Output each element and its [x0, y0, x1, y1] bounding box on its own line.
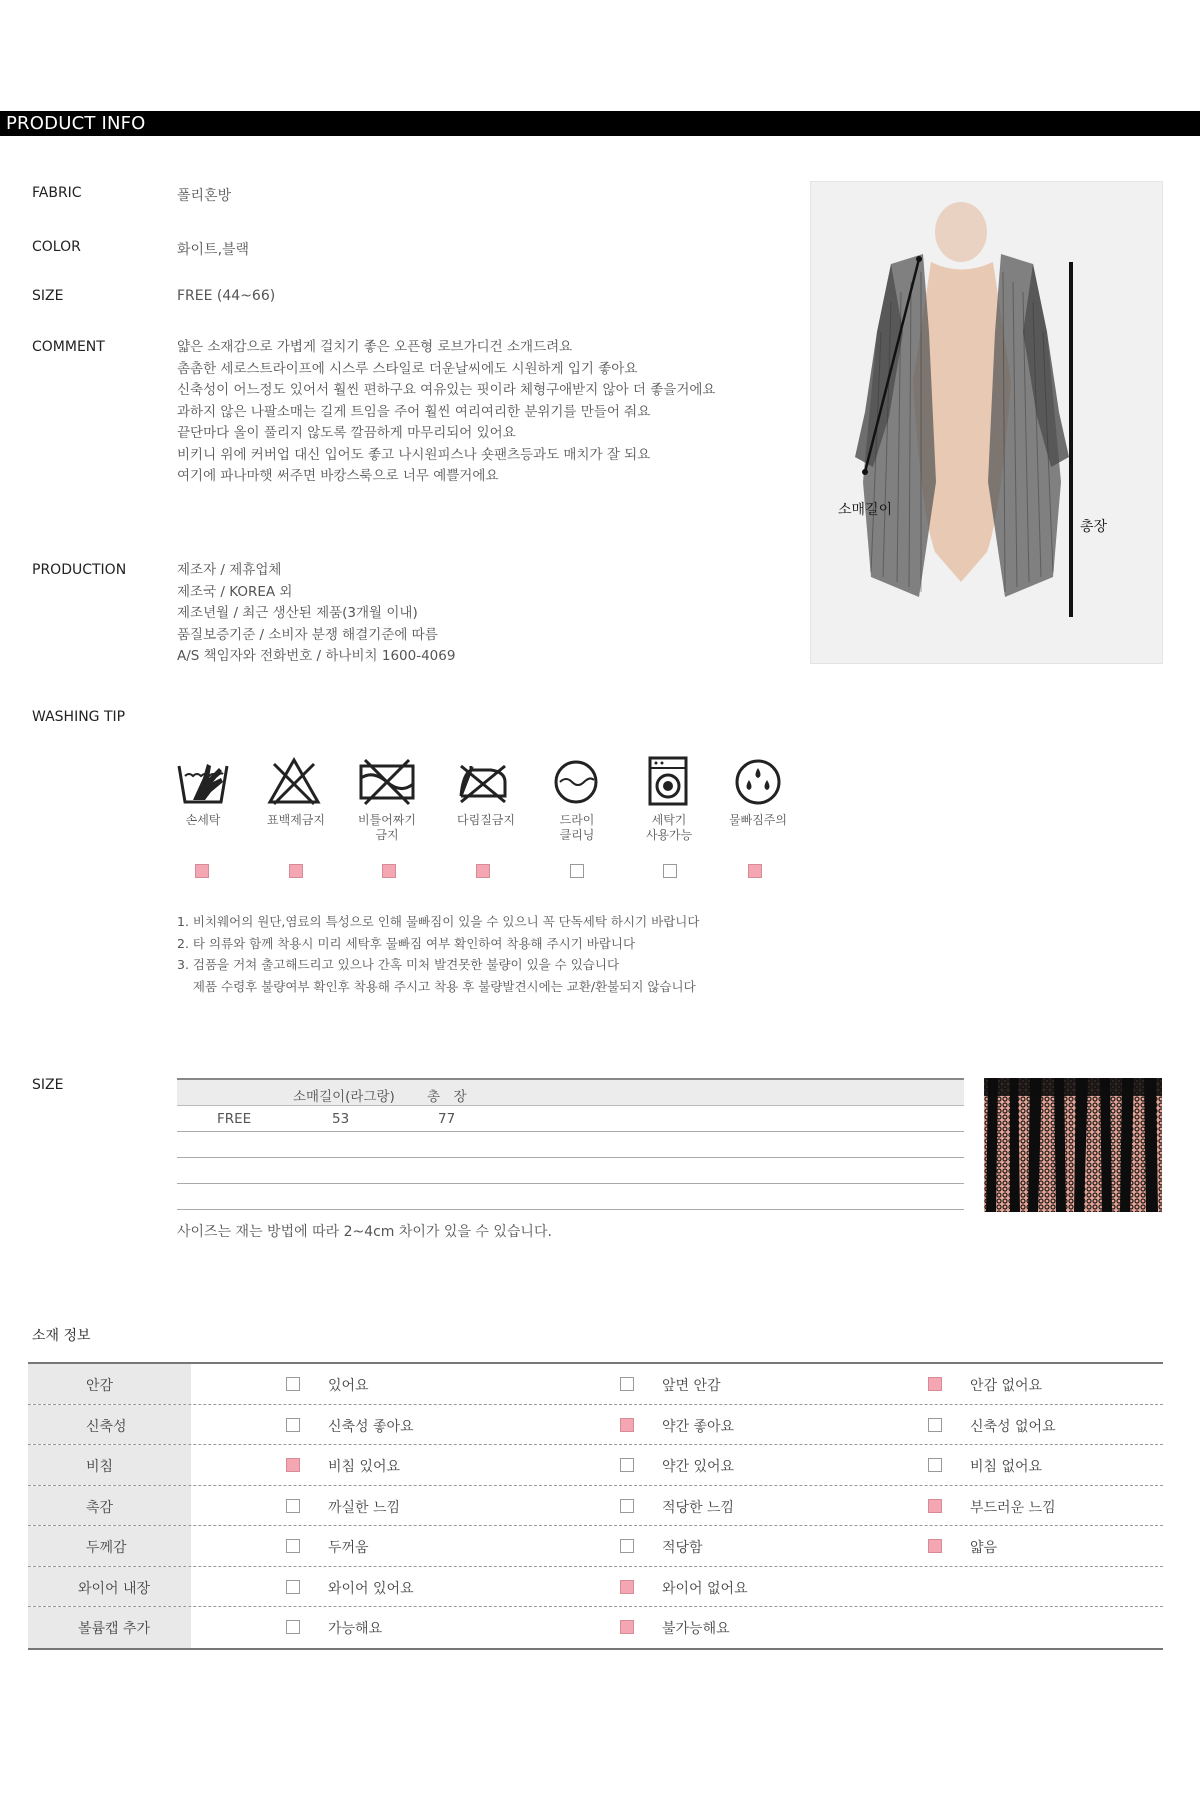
comment-line: 과하지 않은 나팔소매는 길게 트임을 주어 훨씬 여리여리한 분위기를 만들어 줘요 [177, 403, 651, 420]
fabric-value: 폴리혼방 [177, 188, 232, 204]
table-row: 두께감 두꺼움 적당함 얇음 [28, 1526, 1163, 1567]
hand-wash-icon [175, 756, 231, 806]
size-label: SIZE [32, 288, 64, 304]
color-value: 화이트,블랙 [177, 242, 250, 258]
wash-label: 다림질금지 [457, 813, 515, 827]
no-iron-checkbox[interactable] [476, 864, 490, 878]
washing-machine-icon [640, 756, 696, 806]
table-row: 비침 비침 있어요 약간 있어요 비침 없어요 [28, 1445, 1163, 1486]
washing-note: 1. 비치웨어의 원단,염료의 특성으로 인해 물빠짐이 있을 수 있으니 꼭 단독세탁 하시기 바랍니다 [177, 914, 700, 929]
washing-note: 3. 검품을 거쳐 출고해드리고 있으나 간혹 미처 발견못한 불량이 있을 수 있습니다 [177, 957, 620, 972]
washing-tip-label: WASHING TIP [32, 709, 126, 725]
no-bleach-checkbox[interactable] [289, 864, 303, 878]
table-row: 신축성 신축성 좋아요 약간 좋아요 신축성 없어요 [28, 1405, 1163, 1446]
size-header-length: 총 장 [427, 1089, 467, 1105]
material-category: 신축성 [28, 1405, 191, 1445]
total-length-label: 총장 [1080, 519, 1108, 535]
production-line: 제조자 / 제휴업체 [177, 562, 282, 578]
dry-clean-checkbox[interactable] [570, 864, 584, 878]
washing-note: 2. 타 의류와 함께 착용시 미리 세탁후 물빠짐 여부 확인하여 착용해 주시기 바랍니다 [177, 935, 636, 951]
material-category: 비침 [28, 1445, 191, 1485]
no-wring-icon [359, 756, 415, 806]
production-line: 제조년월 / 최근 생산된 제품(3개월 이내) [177, 605, 418, 621]
comment-line: 비키니 위에 커버업 대신 입어도 좋고 나시원피스나 숏팬츠등과도 매치가 잘 되요 [177, 446, 651, 463]
comment-label: COMMENT [32, 339, 105, 355]
color-bleed-checkbox[interactable] [748, 864, 762, 878]
material-category: 안감 [28, 1364, 191, 1404]
color-label: COLOR [32, 239, 81, 255]
table-row: 안감 있어요 앞면 안감 안감 없어요 [28, 1364, 1163, 1405]
fabric-swatch-image [984, 1078, 1162, 1212]
size-table-header [177, 1078, 964, 1106]
wash-label: 드라이 클리닝 [559, 813, 595, 842]
production-line: A/S 책임자와 전화번호 / 하나비치 1600-4069 [177, 648, 456, 664]
hand-wash-checkbox[interactable] [195, 864, 209, 878]
table-row: 볼륨캡 추가 가능해요 불가능해요 [28, 1607, 1163, 1648]
production-text [177, 560, 455, 668]
washing-machine-checkbox[interactable] [663, 864, 677, 878]
size-note: 사이즈는 재는 방법에 따라 2~4cm 차이가 있을 수 있습니다. [177, 1224, 552, 1240]
comment-text [177, 337, 715, 488]
table-row [177, 1106, 964, 1132]
product-info-header [0, 111, 1200, 136]
material-category: 볼륨캡 추가 [28, 1607, 191, 1648]
fabric-label: FABRIC [32, 185, 82, 201]
size-cell: 77 [438, 1111, 456, 1127]
wash-label: 손세탁 [185, 813, 221, 827]
production-label: PRODUCTION [32, 562, 127, 578]
no-wring-checkbox[interactable] [382, 864, 396, 878]
washing-notes [177, 911, 699, 997]
table-row: 촉감 까실한 느낌 적당한 느낌 부드러운 느낌 [28, 1486, 1163, 1527]
dry-clean-icon [548, 756, 604, 806]
production-line: 품질보증기준 / 소비자 분쟁 해결기준에 따름 [177, 626, 438, 643]
comment-line: 신축성이 어느정도 있어서 훨씬 편하구요 여유있는 핏이라 체형구애받지 않아 더 좋을거에요 [177, 382, 716, 398]
size-chart-label: SIZE [32, 1077, 64, 1093]
wash-label: 비틀어짜기 금지 [358, 813, 416, 842]
no-bleach-icon [266, 756, 322, 806]
comment-line: 얇은 소재감으로 가볍게 걸치기 좋은 오픈형 로브가디건 소개드려요 [177, 339, 573, 355]
production-line: 제조국 / KOREA 외 [177, 583, 293, 600]
material-title: 소재 정보 [32, 1328, 91, 1344]
wash-label: 표백제금지 [267, 813, 325, 827]
material-category: 두께감 [28, 1526, 191, 1566]
table-row [177, 1158, 964, 1184]
cardigan-illustration [811, 182, 1163, 664]
size-header-sleeve: 소매길이(라그랑) [293, 1089, 395, 1105]
comment-line: 여기에 파나마햇 써주면 바캉스룩으로 너무 예쁠거에요 [177, 468, 499, 484]
color-bleed-icon [730, 756, 786, 806]
comment-line: 끝단마다 올이 풀리지 않도록 깔끔하게 마무리되어 있어요 [177, 425, 516, 441]
size-cell: 53 [332, 1111, 350, 1127]
sleeve-length-label: 소매길이 [838, 502, 893, 518]
wash-label: 세탁기 사용가능 [645, 813, 693, 842]
wash-label: 물빠짐주의 [729, 813, 787, 827]
table-row: 와이어 내장 와이어 있어요 와이어 없어요 [28, 1567, 1163, 1608]
material-category: 와이어 내장 [28, 1567, 191, 1607]
washing-note: 제품 수령후 불량여부 확인후 착용해 주시고 착용 후 불량발견시에는 교환/환불되지 않습니다 [177, 978, 696, 994]
product-photo [810, 181, 1163, 664]
size-cell: FREE [217, 1111, 252, 1127]
size-value: FREE (44~66) [177, 288, 276, 304]
no-iron-icon [455, 756, 511, 806]
header-title: PRODUCT INFO [6, 113, 146, 134]
size-table [177, 1078, 964, 1210]
table-row [177, 1184, 964, 1210]
material-category: 촉감 [28, 1486, 191, 1526]
comment-line: 촘촘한 세로스트라이프에 시스루 스타일로 더운날씨에도 시원하게 입기 좋아요 [177, 360, 638, 377]
material-table [28, 1362, 1163, 1650]
table-row [177, 1132, 964, 1158]
